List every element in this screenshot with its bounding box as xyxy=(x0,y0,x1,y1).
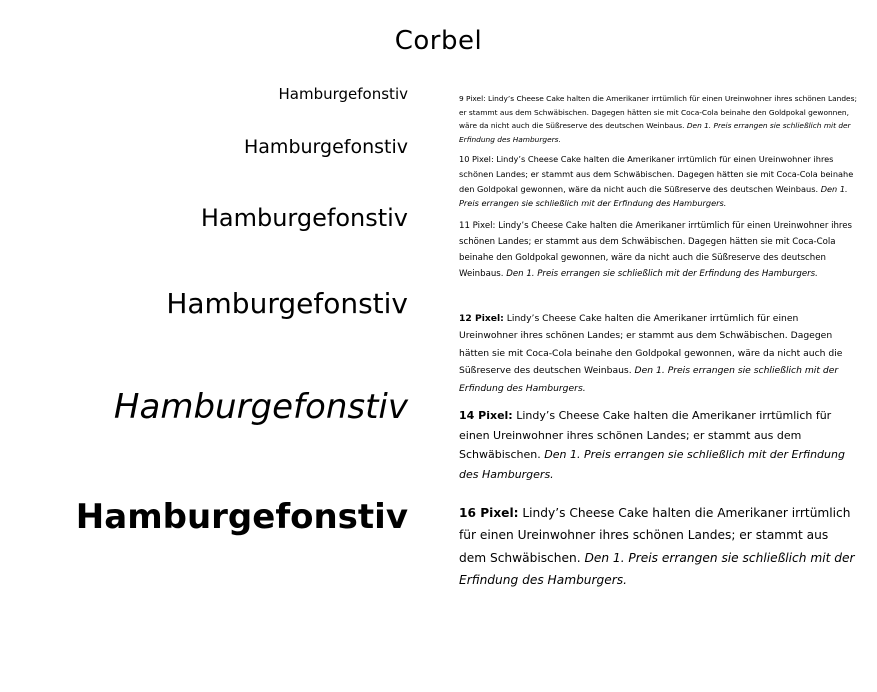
paragraph-14px xyxy=(459,406,859,484)
sample-italic: Hamburgefonstiv xyxy=(113,387,408,427)
paragraph-italic: Den 1. Preis errangen sie schließlich mit der Erfindung des Hamburgers. xyxy=(459,183,848,209)
paragraph-italic: Den 1. Preis errangen sie schließlich mit der Erfindung des Hamburgers. xyxy=(506,269,818,279)
paragraph-label: 9 Pixel: xyxy=(459,94,486,103)
paragraph-italic: Den 1. Preis errangen sie schließlich mit der Erfindung des Hamburgers. xyxy=(459,550,855,588)
sample-bold: Hamburgefonstiv xyxy=(75,497,408,537)
paragraph-label: 16 Pixel: xyxy=(459,506,519,520)
paragraph-body: Lindy’s Cheese Cake halten die Amerikaner irrtümlich für einen Ureinwohner ihres schönen Landes; er stammt aus dem Schwäbischen. Dagegen hätten sie mit Coca-Cola beinahe den Goldpokal gewonnen, wäre da nicht auch die Süßreserve des deutschen Weinbaus. xyxy=(459,154,854,194)
paragraph-16px xyxy=(459,502,859,592)
paragraph-label: 14 Pixel: xyxy=(459,409,513,422)
paragraph-italic: Den 1. Preis errangen sie schließlich mit der Erfindung des Hamburgers. xyxy=(459,365,839,394)
paragraph-italic: Den 1. Preis errangen sie schließlich mit der Erfindung des Hamburgers. xyxy=(459,448,845,481)
sample-regular-small: Hamburgefonstiv xyxy=(278,85,408,103)
paragraph-10px xyxy=(459,152,859,211)
font-name-title: Corbel xyxy=(394,26,483,56)
paragraph-body: Lindy’s Cheese Cake halten die Amerikaner irrtümlich für einen Ureinwohner ihres schönen Landes; er stammt aus dem Schwäbischen. Dagegen hätten sie mit Coca-Cola beinahe den Goldpokal gewonnen, wäre da nicht auch die Süßreserve des deutschen Weinbaus. xyxy=(459,94,857,131)
paragraph-label: 11 Pixel: xyxy=(459,221,496,231)
paragraph-label: 12 Pixel: xyxy=(459,313,504,324)
sample-regular-medium: Hamburgefonstiv xyxy=(244,136,408,158)
paragraph-label: 10 Pixel: xyxy=(459,154,494,164)
paragraph-12px xyxy=(459,310,859,397)
paragraph-9px xyxy=(459,92,859,146)
paragraph-body: Lindy’s Cheese Cake halten die Amerikaner irrtümlich für einen Ureinwohner ihres schönen Landes; er stammt aus dem Schwäbischen. Dagegen hätten sie mit Coca-Cola beinahe den Goldpokal gewonnen, wäre da nicht auch die Süßreserve des deutschen Weinbaus. xyxy=(459,221,853,279)
paragraph-italic: Den 1. Preis errangen sie schließlich mit der Erfindung des Hamburgers. xyxy=(459,121,851,144)
sample-regular-large: Hamburgefonstiv xyxy=(200,204,408,232)
paragraph-body: Lindy’s Cheese Cake halten die Amerikaner irrtümlich für einen Ureinwohner ihres schönen Landes; er stammt aus dem Schwäbischen. xyxy=(459,409,832,462)
paragraph-body: Lindy’s Cheese Cake halten die Amerikaner irrtümlich für einen Ureinwohner ihres schönen Landes; er stammt aus dem Schwäbischen. Dagegen hätten sie mit Coca-Cola beinahe den Goldpokal gewonnen, wäre da nicht auch die Süßreserve des deutschen Weinbaus. xyxy=(459,313,843,377)
paragraph-body: Lindy’s Cheese Cake halten die Amerikaner irrtümlich für einen Ureinwohner ihres schönen Landes; er stammt aus dem Schwäbischen. xyxy=(459,506,851,565)
sample-regular-xlarge: Hamburgefonstiv xyxy=(166,287,408,320)
paragraph-11px xyxy=(459,218,859,282)
